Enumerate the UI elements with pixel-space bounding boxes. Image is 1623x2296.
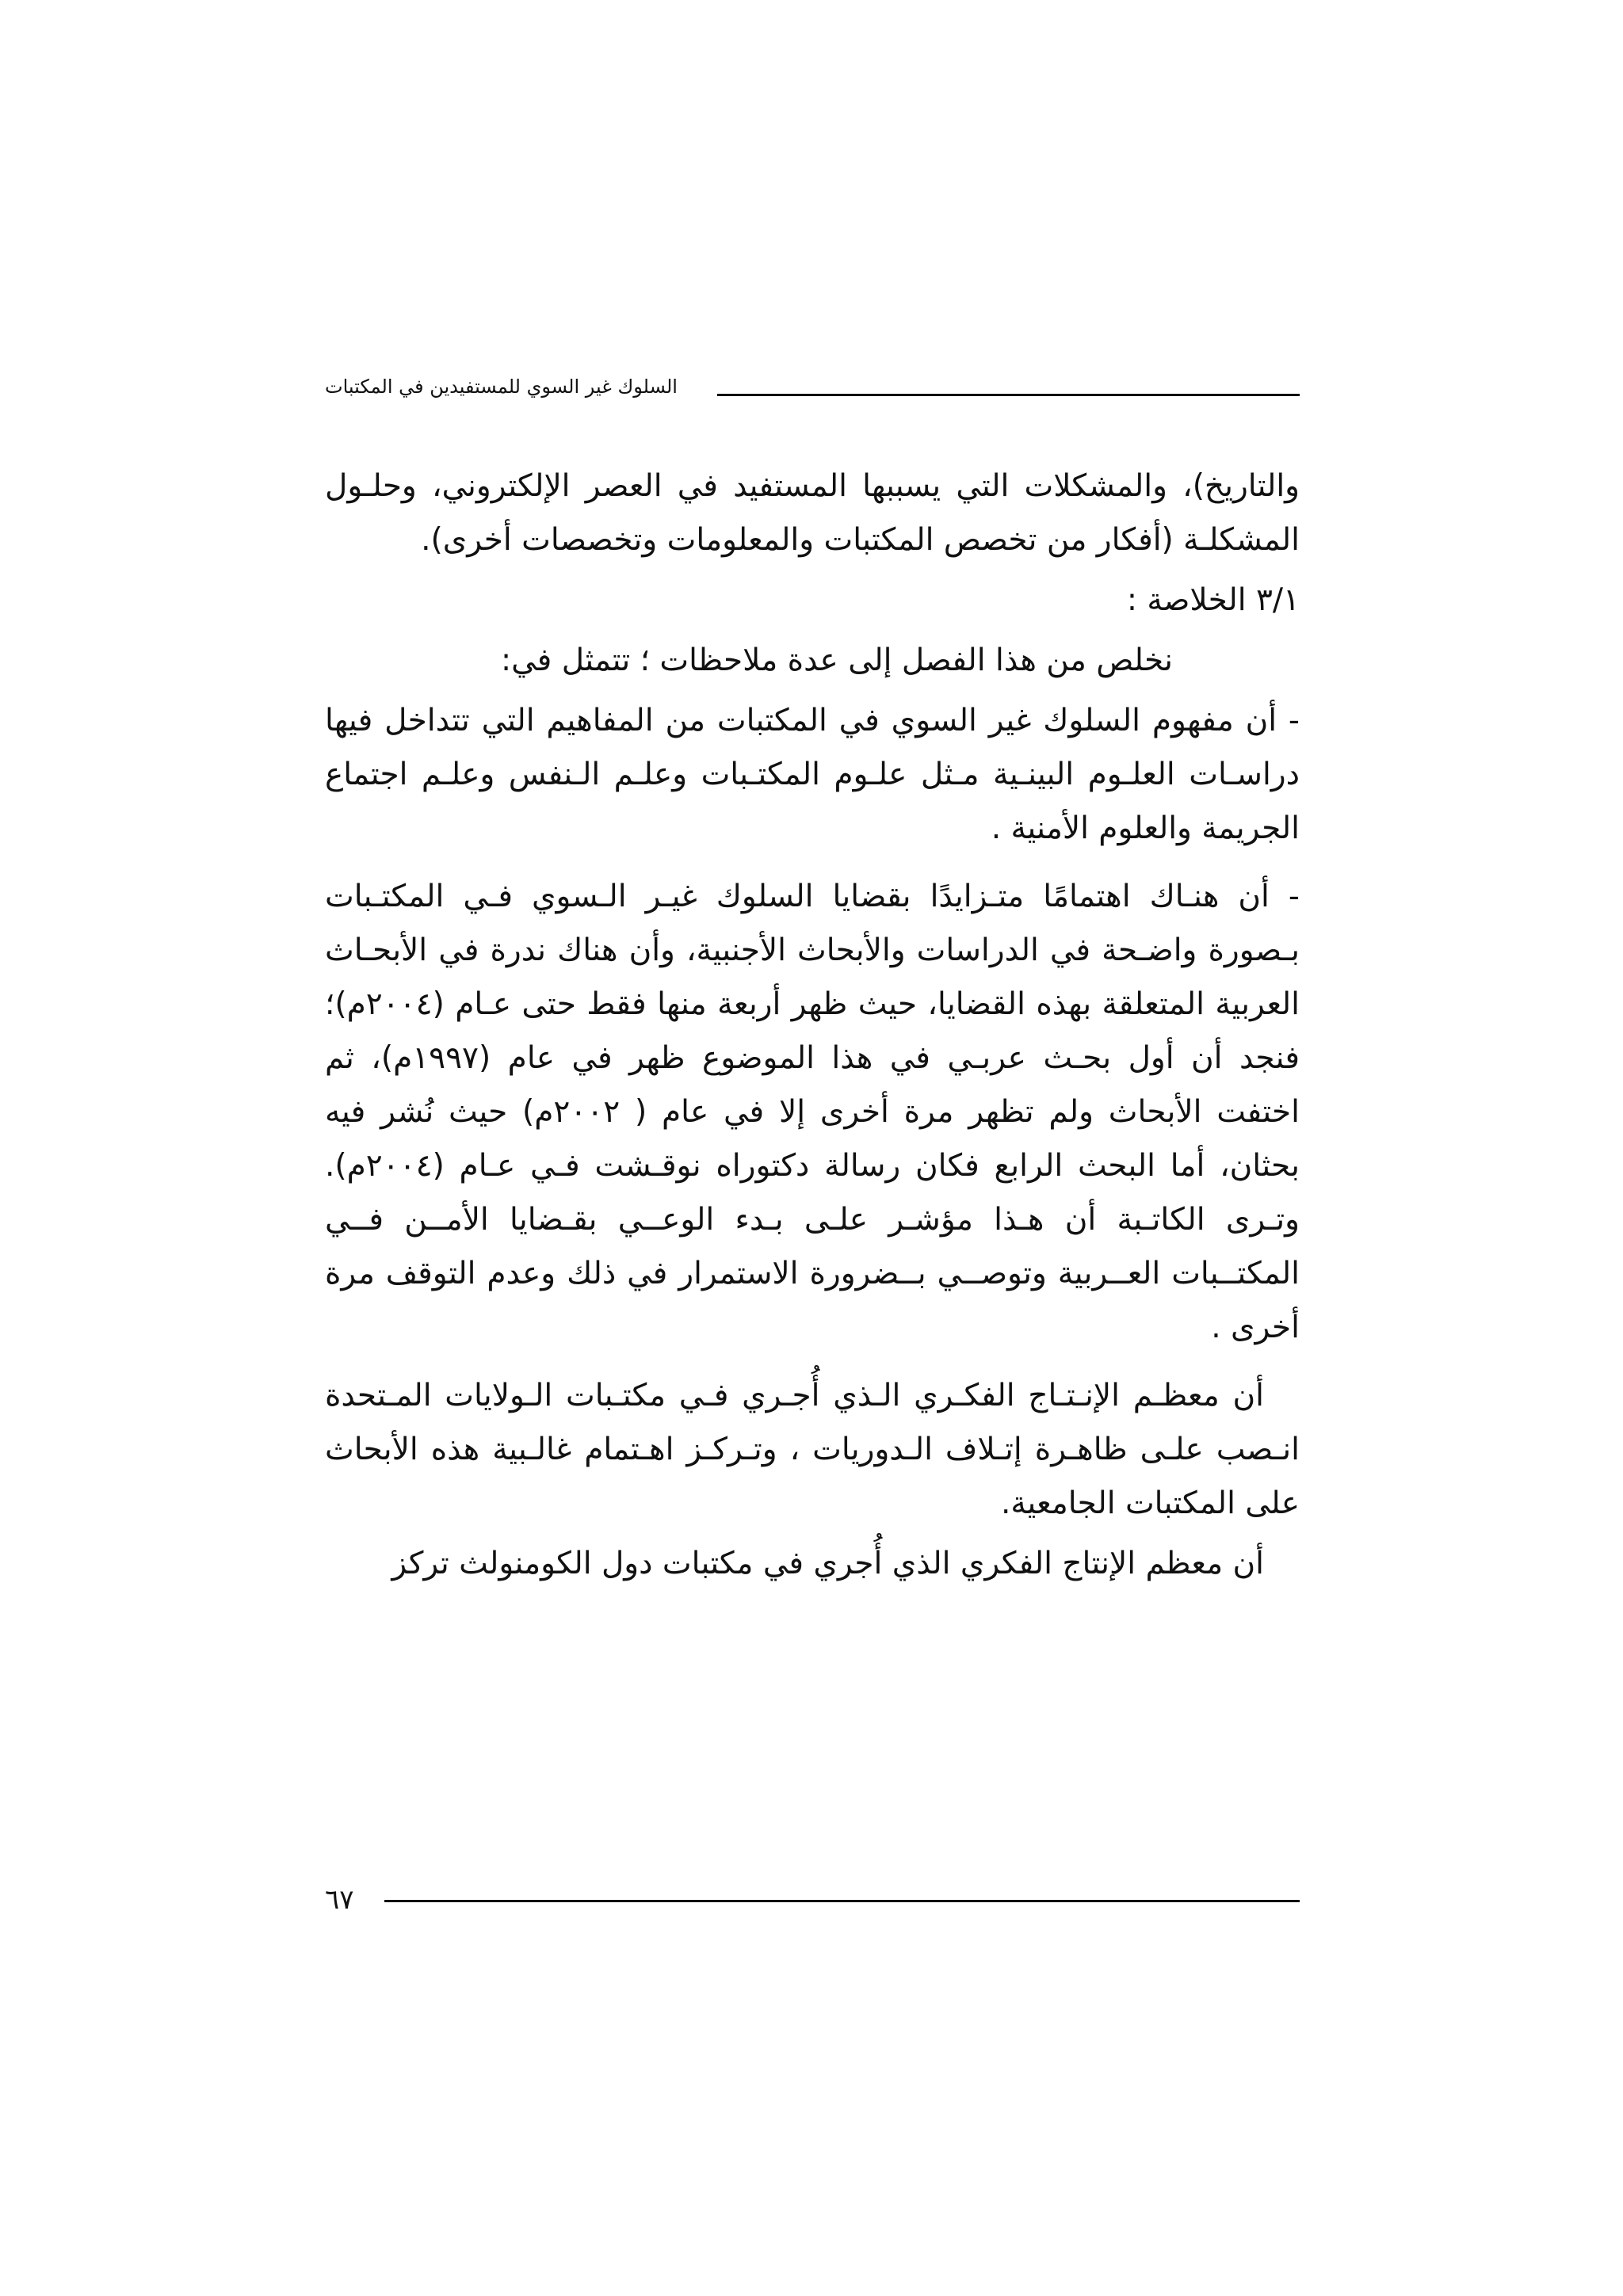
paragraph-continuation: والتاريخ)، والمشكلات التي يسببها المستفيد في العصر الإلكتروني، وحلـول المشكلـة (أفكار من تخصص المكتبات والمعلومات وتخصصات أخرى).: [325, 468, 1300, 558]
summary-bullet-list: [325, 694, 1300, 1355]
section-heading: ٣/١ الخلاصة :: [1126, 582, 1300, 618]
paragraph-us-libraries: أن معظـم الإنـتـاج الفكـري الـذي أُجـري فـي مكتـبات الـولايات المـتحدة انـصب علـى ظاهـرة إتـلاف الـدوريات ، وتـركـز اهـتمام غالـبية هذه الأبحاث على المكتبات الجامعية.: [325, 1378, 1300, 1521]
summary-bullet-1: - أن مفهوم السلوك غير السوي في المكتبات من المفاهيم التي تتداخل فيها دراسـات العلـوم البينـية مـثل علـوم المكتـبات وعلـم الـنفس وعلـم اجتماع الجريمة والعلوم الأمنية .: [325, 703, 1300, 846]
page-number: ٦٧: [325, 1884, 354, 1916]
summary-bullet-2: - أن هنـاك اهتمامًا متـزايدًا بقضايا السلوك غيـر الـسوي فـي المكتـبات بـصورة واضـحة في الدراسات والأبحاث الأجنبية، وأن هناك ندرة في الأبحـاث العربية المتعلقة بهذه القضايا، حيث ظهر أربعة منها فقط حتى عـام (٢٠٠٤م)؛ فنجد أن أول بحـث عربـي في هذا الموضوع ظهر في عام (١٩٩٧م)، ثم اختفت الأبحاث ولم تظهر مرة أخرى إلا في عام ( ٢٠٠٢م) حيث نُشر فيه بحثان، أما البحث الرابع فكان رسالة دكتوراه نوقـشت فـي عـام (٢٠٠٤م). وتـرى الكاتـبة أن هـذا مؤشـر علـى بـدء الوعــي بقـضايا الأمــن فــي المكتــبات العــربية وتوصــي بــضرورة الاستمرار في ذلك وعدم التوقف مرة أخرى .: [325, 879, 1300, 1345]
paragraph-commonwealth: أن معظم الإنتاج الفكري الذي أُجري في مكتبات دول الكومنولث تركز: [391, 1546, 1264, 1581]
footer-rule: [384, 1900, 1300, 1902]
header-rule: [717, 394, 1300, 396]
summary-intro: نخلص من هذا الفصل إلى عدة ملاحظات ؛ تتمثل في:: [501, 643, 1173, 678]
running-header-title: السلوك غير السوي للمستفيدين في المكتبات: [325, 376, 678, 398]
page-footer: [325, 1884, 1300, 1916]
body-text: [325, 460, 1300, 1597]
running-header: [325, 372, 1300, 404]
